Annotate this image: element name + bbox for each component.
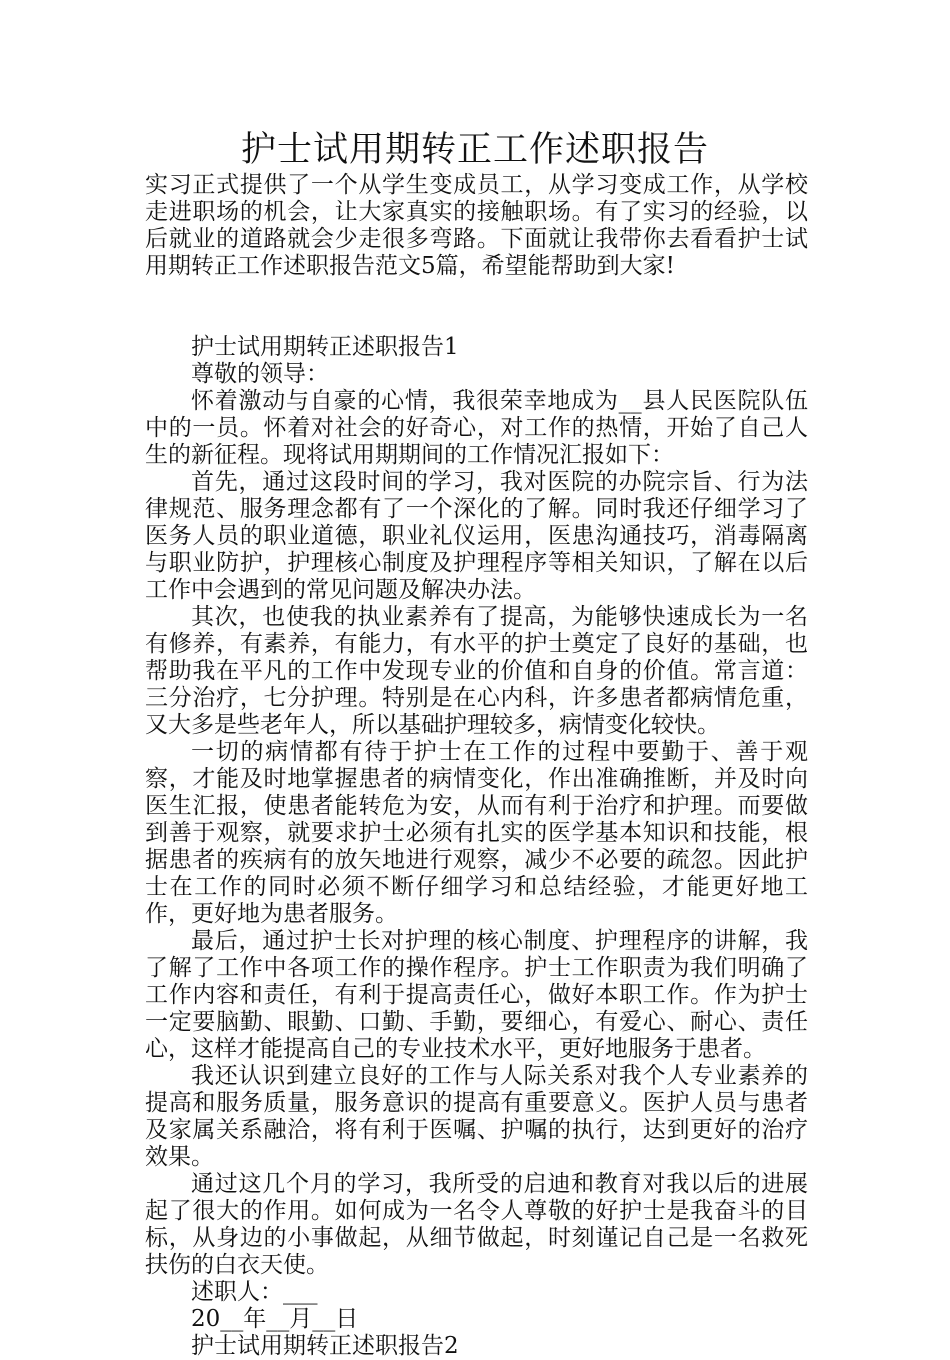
body-paragraph: 其次，也使我的执业素养有了提高，为能够快速成长为一名有修养，有素养，有能力，有水平的护士奠定了良好的基础，也帮助我在平凡的工作中发现专业的价值和自身的价值。常言道：三分治疗，七分护理。特别是在心内科，许多患者都病情危重，又大多是些老年人，所以基础护理较多，病情变化较快。 (145, 604, 808, 738)
body-paragraph: 我还认识到建立良好的工作与人际关系对我个人专业素养的提高和服务质量，服务意识的提高有重要意义。医护人员与患者及家属关系融洽，将有利于医嘱、护嘱的执行，达到更好的治疗效果。 (145, 1063, 808, 1170)
body-paragraph: 首先，通过这段时间的学习，我对医院的办院宗旨、行为法律规范、服务理念都有了一个深化的了解。同时我还仔细学习了医务人员的职业道德，职业礼仪运用，医患沟通技巧，消毒隔离与职业防护，护理核心制度及护理程序等相关知识，了解在以后工作中会遇到的常见问题及解决办法。 (145, 469, 808, 603)
body-paragraph: 最后，通过护士长对护理的核心制度、护理程序的讲解，我了解了工作中各项工作的操作程序。护士工作职责为我们明确了工作内容和责任，有利于提高责任心，做好本职工作。作为护士一定要脑勤、眼勤、口勤、手勤，要细心，有爱心、耐心、责任心，这样才能提高自己的专业技术水平，更好地服务于患者。 (145, 928, 808, 1062)
document-body (145, 172, 808, 1360)
blank-line (145, 280, 808, 334)
date-line: 20__年__月__日 (191, 1306, 359, 1332)
body-paragraph: 一切的病情都有待于护士在工作的过程中要勤于、善于观察，才能及时地掌握患者的病情变化，作出准确推断，并及时向医生汇报，使患者能转危为安，从而有利于治疗和护理。而要做到善于观察，就要求护士必须有扎实的医学基本知识和技能，根据患者的疾病有的放矢地进行观察，减少不必要的疏忽。因此护士在工作的同时必须不断仔细学习和总结经验，才能更好地工作，更好地为患者服务。 (145, 739, 808, 927)
signature-line: 述职人：___ (191, 1279, 318, 1305)
document-title: 护士试用期转正工作述职报告 (240, 130, 709, 170)
intro-paragraph: 实习正式提供了一个从学生变成员工，从学习变成工作，从学校走进职场的机会，让大家真实的接触职场。有了实习的经验，以后就业的道路就会少走很多弯路。下面就让我带你去看看护士试用期转正工作述职报告范文5篇，希望能帮助到大家! (145, 172, 808, 279)
salutation: 尊敬的领导： (191, 361, 329, 387)
section-heading-1: 护士试用期转正述职报告1 (191, 334, 459, 360)
body-paragraph: 通过这几个月的学习，我所受的启迪和教育对我以后的进展起了很大的作用。如何成为一名令人尊敬的好护士是我奋斗的目标，从身边的小事做起，从细节做起，时刻谨记自己是一名救死扶伤的白衣天使。 (145, 1171, 808, 1278)
section-heading-2: 护士试用期转正述职报告2 (191, 1333, 459, 1359)
body-paragraph: 怀着激动与自豪的心情，我很荣幸地成为__县人民医院队伍中的一员。怀着对社会的好奇心，对工作的热情，开始了自己人生的新征程。现将试用期期间的工作情况汇报如下： (145, 388, 808, 468)
